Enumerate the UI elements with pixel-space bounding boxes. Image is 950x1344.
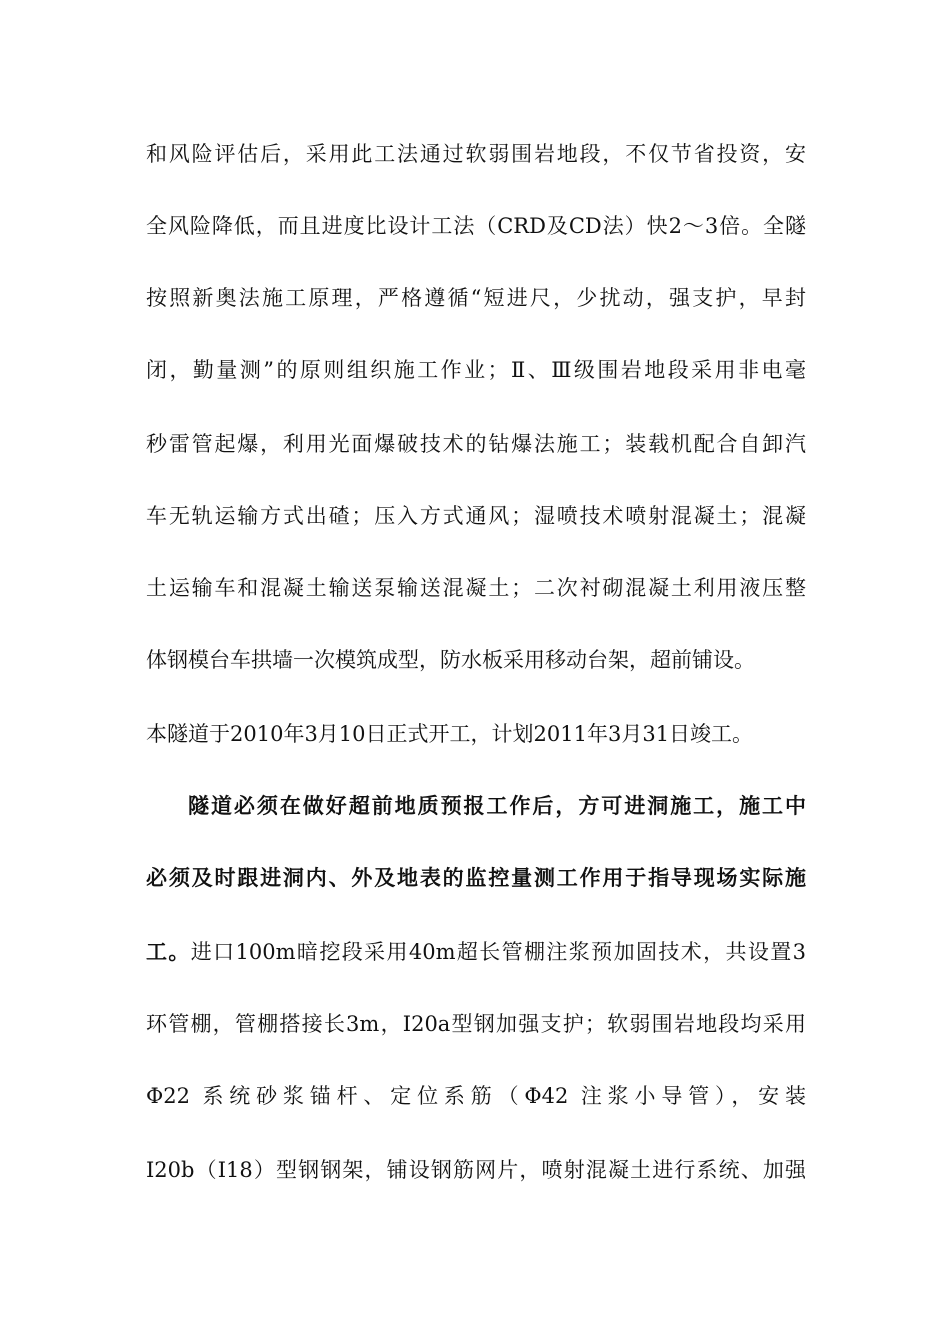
text-line-14: Φ22 系统砂浆锚杆、定位系筋（Φ42 注浆小导管），安装 (146, 1084, 806, 1108)
text-line-4: 闭，勤量测”的原则组织施工作业；Ⅱ、Ⅲ级围岩地段采用非电毫 (146, 358, 806, 382)
text-line-7: 土运输车和混凝土输送泵输送混凝土；二次衬砌混凝土利用液压整 (146, 576, 806, 600)
text-line-5: 秒雷管起爆，利用光面爆破技术的钻爆法施工；装载机配合自卸汽 (146, 432, 806, 456)
text-line-10: 隧道必须在做好超前地质预报工作后，方可进洞施工，施工中 (188, 793, 806, 818)
text-line-1: 和风险评估后，采用此工法通过软弱围岩地段，不仅节省投资，安 (146, 142, 806, 166)
text-line-12 (146, 932, 806, 972)
text-line-12-bold: 工。 (146, 939, 191, 964)
text-line-15: I20b（I18）型钢钢架，铺设钢筋网片，喷射混凝土进行系统、加强 (146, 1158, 806, 1182)
text-line-12-regular: 进口100m暗挖段采用40m超长管棚注浆预加固技术，共设置3 (190, 940, 806, 964)
text-line-9: 本隧道于2010年3月10日正式开工，计划2011年3月31日竣工。 (146, 722, 754, 746)
text-line-11: 必须及时跟进洞内、外及地表的监控量测工作用于指导现场实际施 (146, 865, 806, 890)
text-line-13: 环管棚，管棚搭接长3m，I20a型钢加强支护；软弱围岩地段均采用 (146, 1012, 806, 1036)
text-line-2: 全风险降低，而且进度比设计工法（CRD及CD法）快2～3倍。全隧 (146, 214, 806, 238)
text-line-3: 按照新奥法施工原理，严格遵循“短进尺，少扰动，强支护，早封 (146, 286, 806, 310)
text-line-6: 车无轨运输方式出碴；压入方式通风；湿喷技术喷射混凝土；混凝 (146, 504, 806, 528)
text-line-8: 体钢模台车拱墙一次模筑成型，防水板采用移动台架，超前铺设。 (146, 648, 755, 672)
